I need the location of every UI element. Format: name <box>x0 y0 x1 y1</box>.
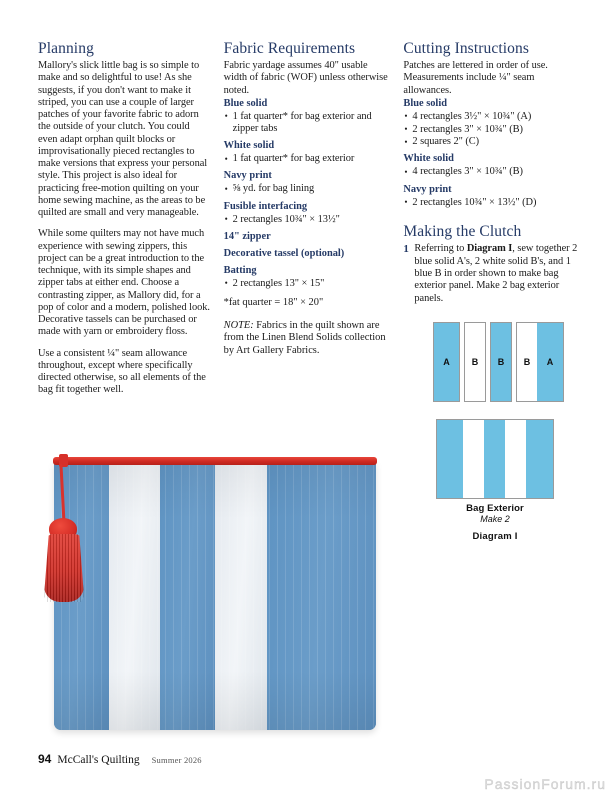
cutting-group-label-navy-print: Navy print <box>403 183 452 195</box>
fabric-group-list-navy-print <box>224 183 391 195</box>
fat-quarter-footnote: *fat quarter = 18" × 20" <box>223 297 324 309</box>
cutting-group-list-blue-solid <box>403 111 578 149</box>
diagram-strip-b-2 <box>490 322 512 402</box>
fabric-group-label-batting: Batting <box>223 264 257 276</box>
fabric-group-list-blue-solid <box>224 111 391 135</box>
strip-letter: B <box>497 357 505 367</box>
step-text-post: , sew together 2 blue solid A's, 2 white solid B's, and 1 blue B in order shown to make bag exterior panel. Make 2 bag exterior panels. <box>414 243 578 304</box>
fabric-group-list-batting <box>224 278 391 290</box>
strip-letter: A <box>546 357 554 367</box>
diagram-strip-row <box>424 322 576 402</box>
list-item: • ⅝ yd. for bag lining <box>224 183 391 195</box>
fabric-group-label-zipper: 14" zipper <box>223 230 271 242</box>
magazine-title: McCall's Quilting <box>57 754 140 766</box>
column-planning <box>38 40 211 406</box>
diagram-strip-a-2 <box>537 322 564 402</box>
fabric-group-list-white-solid <box>224 153 391 165</box>
diagram-caption-make: Make 2 <box>480 514 510 524</box>
planning-heading: Planning <box>38 40 94 57</box>
list-item: • 2 squares 2" (C) <box>403 136 578 148</box>
diagram-caption-title: Bag Exterior <box>466 503 524 514</box>
column-fabric-requirements <box>224 40 391 406</box>
step-text <box>414 243 578 304</box>
note-text: Fabrics in the quilt shown are from the Linen Blend Solids collection by Art Gallery Fabrics. <box>223 320 386 356</box>
panel-segment-blue-3 <box>526 420 553 498</box>
strip-letter: B <box>523 357 531 367</box>
diagram-caption <box>436 503 554 542</box>
making-step-1 <box>403 243 578 304</box>
diagram-i <box>424 322 576 542</box>
bag-stripe-white-2 <box>215 460 267 730</box>
fabric-note <box>224 320 391 357</box>
bag-stripes <box>54 460 376 730</box>
list-item: • 2 rectangles 13" × 15" <box>224 278 391 290</box>
fabric-group-label-blue-solid: Blue solid <box>223 97 268 109</box>
cutting-heading: Cutting Instructions <box>403 40 529 57</box>
cutting-group-label-white-solid: White solid <box>403 153 454 165</box>
list-item: • 4 rectangles 3½" × 10¾" (A) <box>403 111 578 123</box>
panel-segment-blue-2 <box>484 420 505 498</box>
panel-segment-white-2 <box>505 420 526 498</box>
fabric-group-list-fusible-interfacing <box>224 214 391 226</box>
fabric-heading: Fabric Requirements <box>223 40 356 57</box>
fabric-group-label-fusible-interfacing: Fusible interfacing <box>223 200 308 212</box>
planning-paragraph-2: While some quilters may not have much experience with sewing zippers, this project can be a great introduction to the technique, with its simple shapes and zipper tabs at either end. Choose a contrasting zipper, as Mallory did, for a pop of color and a modern, polished look. Decorative tassels can be purchased or made with yarn or embroidery floss. <box>38 228 210 338</box>
zipper <box>53 457 377 465</box>
page-number: 94 <box>38 752 52 766</box>
step-number: 1 <box>403 243 409 256</box>
planning-paragraph-3: Use a consistent ¼" seam allowance throughout, except where specifically directed otherwise, so all elements of the bag fit together well. <box>38 347 206 396</box>
planning-paragraph-1: Mallory's slick little bag is so simple to make and so delightful to use! As she suggests, if you don't want to make it striped, you can use a couple of larger patches of your favorite fabric to adorn the outside of your clutch. You could even adapt orphan quilt blocks or improvisationally pieced rectangles to make versions that express your personal style. This project is also ideal for practicing free-motion quilting on your home sewing machine, as the areas to be quilted are small and very manageable. <box>38 60 208 219</box>
making-heading: Making the Clutch <box>403 223 522 241</box>
cutting-group-label-blue-solid: Blue solid <box>403 97 447 109</box>
striped-clutch-bag-photo <box>34 448 390 738</box>
cutting-intro: Patches are lettered in order of use. Measurements include ¼" seam allowances. <box>403 60 548 96</box>
diagram-caption-label: Diagram I <box>472 531 518 542</box>
diagram-assembled-panel <box>436 419 554 499</box>
list-item: • 4 rectangles 3" × 10¾" (B) <box>403 166 578 178</box>
bag-stripe-blue-2 <box>160 460 215 730</box>
list-item: • 2 rectangles 3" × 10¾" (B) <box>403 124 578 136</box>
list-item: • 1 fat quarter* for bag exterior <box>224 153 391 165</box>
fabric-group-label-navy-print: Navy print <box>223 170 272 182</box>
diagram-strip-b-1 <box>464 322 486 402</box>
strip-letter: B <box>471 357 479 367</box>
page-footer <box>38 752 202 766</box>
fabric-group-label-white-solid: White solid <box>223 140 275 152</box>
diagram-strip-a-1 <box>433 322 460 402</box>
clutch-bag <box>54 460 376 730</box>
list-item: • 1 fat quarter* for bag exterior and zipper tabs <box>224 111 391 135</box>
note-label: NOTE: <box>223 320 254 332</box>
cutting-group-list-navy-print <box>403 197 578 209</box>
bag-stripe-blue-3 <box>267 460 376 730</box>
panel-segment-blue-1 <box>437 420 463 498</box>
list-item: • 2 rectangles 10¾" × 13½" <box>224 214 391 226</box>
strip-letter: A <box>443 357 450 367</box>
tassel-skirt <box>44 534 84 602</box>
step-text-diagram-ref: Diagram I <box>466 243 513 255</box>
list-item: • 2 rectangles 10¾" × 13½" (D) <box>403 197 578 209</box>
cutting-group-list-white-solid <box>403 166 578 178</box>
issue-date: Summer 2026 <box>151 755 202 765</box>
panel-segment-white-1 <box>463 420 484 498</box>
diagram-strip-b-3 <box>516 322 538 402</box>
bag-stripe-white-1 <box>109 460 161 730</box>
fabric-intro: Fabric yardage assumes 40" usable width of fabric (WOF) unless otherwise noted. <box>223 60 388 96</box>
fabric-group-label-decorative-tassel: Decorative tassel (optional) <box>223 247 345 259</box>
watermark: PassionForum.ru <box>484 776 606 792</box>
step-text-pre: Referring to <box>414 243 467 255</box>
